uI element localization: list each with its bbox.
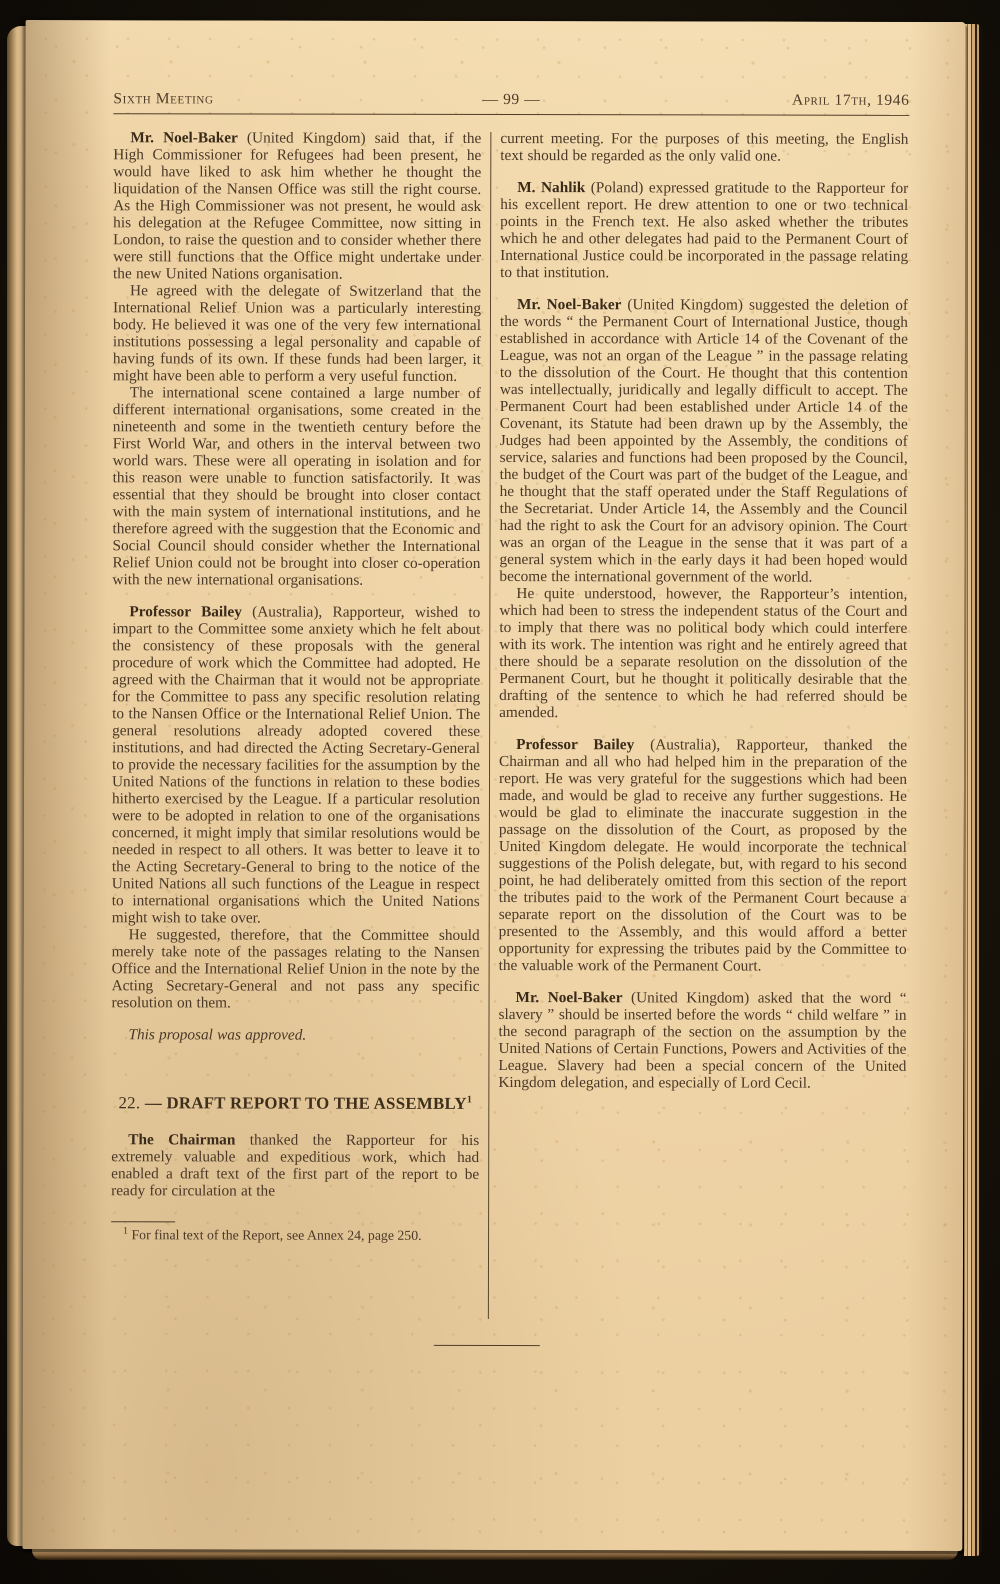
meeting-title: Sixth Meeting (113, 90, 214, 108)
section-title: DRAFT REPORT TO THE ASSEMBLY (166, 1093, 467, 1113)
header-rule (113, 113, 909, 116)
paragraph-text: (Poland) expressed gratitude to the Rapporteur for his excellent report. He drew attention to one or two technical points in the French text. He also asked whether the tributes which he and other delegates had paid to the Permanent Court of International Justice could be incorporated in the passage relating to that institution. (500, 179, 909, 282)
paragraph (498, 989, 906, 1092)
footnote-text: $^1$ For final text of the Report, see Annex 24, page 250. (123, 1225, 422, 1243)
footnote-marker: 1 (123, 1225, 129, 1237)
speaker-name: The Chairman (128, 1131, 236, 1149)
two-column-layout (111, 129, 909, 1320)
section-end-rule (434, 1345, 540, 1346)
paragraph (113, 282, 481, 385)
footnote-marker: 1 (466, 1094, 473, 1106)
paragraph (112, 603, 481, 927)
paragraph-text: He suggested, therefore, that the Committee should merely take note of the passages relating to the Nansen Office and the International Relief Union in the note by the Acting Secretary-General and not pass any specific resolution on them. (111, 926, 480, 1012)
speaker-name: M. Nahlik (517, 179, 586, 197)
paragraph (112, 384, 480, 589)
paragraph (112, 926, 480, 1012)
column-divider-rule (488, 132, 491, 1319)
left-column (111, 129, 481, 1319)
section-heading (111, 1093, 479, 1114)
speaker-name: Professor Bailey (516, 736, 635, 754)
paragraph (499, 585, 907, 722)
paragraph-text: He agreed with the delegate of Switzerland that the International Relief Union was a particularly interesting body. He believed it was one of the very few international institutions possessing a legal personality and capable of having funds of its own. If these funds had been larger, it might have been able to perform a very useful function. (112, 282, 482, 385)
footnote-rule (111, 1221, 175, 1222)
document-page (22, 20, 965, 1551)
paragraph-text: He quite understood, however, the Rapporteur’s intention, which had been to stress the independent status of the Court and to imply that there was no political body which could interfere with its work. The intention was right and he entirely agreed that there should be a separate resolution on the dissolution of the Permanent Court, but he thought it politically desirable that the drafting of the sentence to which he had referred should be amended. (499, 585, 908, 722)
text-block (111, 90, 910, 1347)
right-column (498, 130, 908, 1320)
paragraph-text: current meeting. For the purposes of this meeting, the English text should be regarded as the only valid one. (500, 130, 909, 165)
section-dash: — (144, 1093, 163, 1113)
paragraph-text: thanked the Rapporteur for his extremely valuable and expeditious work, which had enabled a draft text of the first part of the report to be ready for circulation at the (111, 1131, 480, 1200)
section-number: 22. (118, 1093, 141, 1113)
speaker-name: Mr. Noel-Baker (130, 129, 238, 147)
running-header (113, 90, 909, 110)
paragraph (499, 736, 907, 975)
paragraph (500, 130, 908, 165)
meeting-date: April 17th, 1946 (792, 91, 910, 109)
paragraph-text: The international scene contained a large number of different international organisations, some created in the nineteenth and some in the twentieth century before the First World War, and others in the interval between two world wars. These were all operating in isolation and for this reason were unable to function satisfactorily. It was essential that they should be brought into closer contact with the main system of international institutions, and he therefore agreed with the suggestion that the Economic and Social Council should consider whether the International Relief Union could not be brought into closer co-operation with the new international organisations. (112, 384, 481, 589)
footnote (111, 1221, 479, 1243)
speaker-name: Professor Bailey (129, 603, 242, 621)
paragraph (500, 179, 908, 282)
paragraph-text: (United Kingdom) said that, if the High Commissioner for Refugees had been present, he would have liked to ask him whether he thought the liquidation of the Nansen Office was still the right course. As the High Commissioner was not present, he would ask his delegation at the Refugee Committee, now sitting in London, to raise the question and to consider whether there were still functions that the Office might undertake under the new United Nations organisation. (113, 129, 482, 283)
page-stack-edges-right (964, 24, 982, 1556)
paragraph (111, 1131, 479, 1200)
speaker-name: Mr. Noel-Baker (515, 989, 623, 1007)
paragraph-text: (United Kingdom) asked that the word “ slavery ” should be inserted before the words “ child welfare ” in the second paragraph of the section on the assumption by the United Nations of Certain Functions, Powers and Activities of the League. Slavery had been a special concern of the United Kingdom delegation, and especially of Lord Cecil. (498, 989, 907, 1092)
procedural-note: This proposal was approved. (128, 1026, 307, 1044)
page-number: — 99 — (482, 90, 541, 109)
speaker-name: Mr. Noel-Baker (516, 296, 622, 314)
paragraph (113, 129, 481, 283)
paragraph-text: (Australia), Rapporteur, thanked the Chairman and all who had helped him in the preparation of the report. He was very grateful for the suggestions which had been made, and would be glad to receive any further suggestions. He would be glad to eliminate the inaccurate suggestion in the passage on the dissolution of the Court, as proposed by the United Kingdom delegate. He would incorporate the technical suggestions of the Polish delegate, but, with regard to his second point, he had deliberately omitted from this section of the report the tributes paid to the work of the Permanent Court because a separate report on the dissolution of the Court was to be presented to the Assembly, and this would afford a better opportunity for expressing the tributes paid by the Committee to the valuable work of the Permanent Court. (498, 736, 908, 975)
paragraph-text: (United Kingdom) suggested the deletion of the words “ the Permanent Court of International Justice, though established in accordance with Article 14 of the Covenant of the League, was not an organ of the League ” in the passage relating to the dissolution of the Court. He thought that this contention was intellectually, juridically and legally difficult to accept. The Permanent Court had been established under Article 14 of the Covenant, its Statute had been drawn up by the Assembly, the Judges had been appointed by the Assembly, the conditions of service, salaries and functions had been proposed by the Council, the budget of the Court was part of the budget of the League, and he thought that the staff operated under the Staff Regulations of the Secretariat. Under Article 14, the Assembly and the Council had the right to ask the Court for an advisory opinion. The Court was an organ of the League in the sense that it was part of a general system which in the early days it had been hoped would become the international government of the world. (499, 296, 909, 586)
paragraph (499, 296, 908, 586)
paragraph-text: (Australia), Rapporteur, wished to impart to the Committee some anxiety which he felt about the consistency of these proposals with the general procedure of work which the Committee had adopted. He agreed with the Chairman that it would not be appropriate for the Committee to pass any specific resolution relating to the Nansen Office or the International Relief Union. The general resolutions already adopted covered these institutions, and had directed the Acting Secretary-General to provide the necessary facilities for the assumption by the United Nations of the functions in relation to these bodies hitherto exercised by the League. If a particular resolution were to be adopted in relation to one of the organisations concerned, it might imply that similar resolutions would be needed in respect to all others. It was better to leave it to the Acting Secretary-General to bring to the notice of the United Nations all such functions of the League in respect to international organisations which the United Nations might wish to take over. (111, 603, 481, 927)
